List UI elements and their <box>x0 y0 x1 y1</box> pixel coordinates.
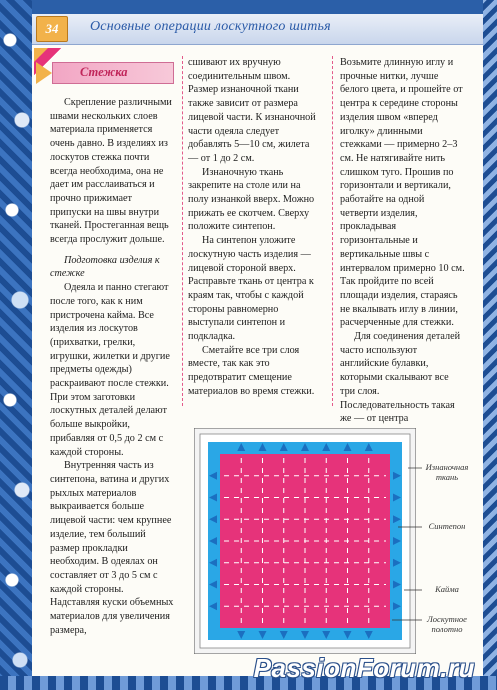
text-column-3 <box>340 56 465 426</box>
paragraph: Возьмите длинную иглу и прочные нитки, лучше белого цвета, и прошейте от центра к середине стороны изделия швом «вперед иголку» длинными стежками — примерно 2–3 см. Не натягивайте нить слишком туго. Прошив по горизонтали и вертикали, работайте на одной четверти изделия, прокладывая горизонтальные и вертикальные швы с интервалом примерно 10 см. Так пройдите по всей площади изделия, стараясь не вкалывать иглу в линии, расчерченные для стежки. <box>340 57 465 329</box>
page-number: 34 <box>36 16 68 42</box>
left-floral-border <box>0 0 32 690</box>
column-divider <box>182 56 183 406</box>
label-border: Кайма <box>435 584 459 594</box>
paragraph: Скрепление различными швами нескольких слоев материала применяется очень давно. В изделиях из лоскутов стежка почти всегда необходима, она не дает им расслаиваться и прочно прижимает припуски на швы внутри тканей. Простеганная вещь всегда прослужит дольше. <box>50 97 172 246</box>
subheading: Подготовка изделия к стежке <box>50 254 160 280</box>
paragraph: Внутренняя часть из синтепона, ватина и других рыхлых материалов выкраивается больше лицевой части: чем крупнее изделие, тем больший размер прокладки необходим. В одеялах он составляет от 3 до 5 см с каждой стороны. Надставляя куски объемных материалов для увеличения размера, <box>50 460 174 636</box>
paragraph: Изнаночную ткань закрепите на столе или на полу изнанкой вверх. Можно прижать ее скотчем. Сверху положите синтепон. <box>188 166 315 233</box>
text-column-1 <box>50 96 175 637</box>
paragraph: Для соединения деталей часто используют английские булавки, которыми скалывают все три слоя. Последовательность такая же — от центра <box>340 331 461 425</box>
paragraph: Сметайте все три слоя вместе, так как это предотвратит смещение материалов во время стежки. <box>188 344 315 397</box>
label-patchwork: Лоскутное полотно <box>427 614 467 634</box>
quilt-layers-diagram <box>194 428 416 654</box>
paragraph: Одеяла и панно стегают после того, как к ним пристрочена кайма. Все изделия из лоскутов (прихватки, грелки, игрушки, жилетки и другие предметы одежды) раскраивают после стежки. При этом заготовки лоскутных деталей делают больше выкройки, прибавляя от 0,5 до 2 см с каждой стороны. <box>50 282 170 458</box>
site-watermark: PassionForum.ru <box>253 653 475 683</box>
label-batting: Синтепон <box>428 521 466 531</box>
banner-ribbon-tail <box>36 62 52 84</box>
right-floral-border <box>483 0 497 690</box>
section-banner <box>36 60 174 86</box>
section-title: Стежка <box>80 65 128 79</box>
header-title: Основные операции лоскутного шитья <box>90 19 331 34</box>
label-backing: Изнаночная ткань <box>425 462 469 482</box>
paragraph: На синтепон уложите лоскутную часть изделия — лицевой стороной вверх. Расправьте ткань от центра к краям так, чтобы с каждой стороны равномерно выступали синтепон и подкладка. <box>188 235 314 343</box>
paragraph: сшивают их вручную соединительным швом. Размер изнаночной ткани также зависит от размера лицевой части. К изнаночной части одеяла следует добавлять 5—10 см, жилета — от 1 до 2 см. <box>188 57 316 164</box>
text-column-2 <box>188 56 316 399</box>
column-divider <box>332 56 333 406</box>
